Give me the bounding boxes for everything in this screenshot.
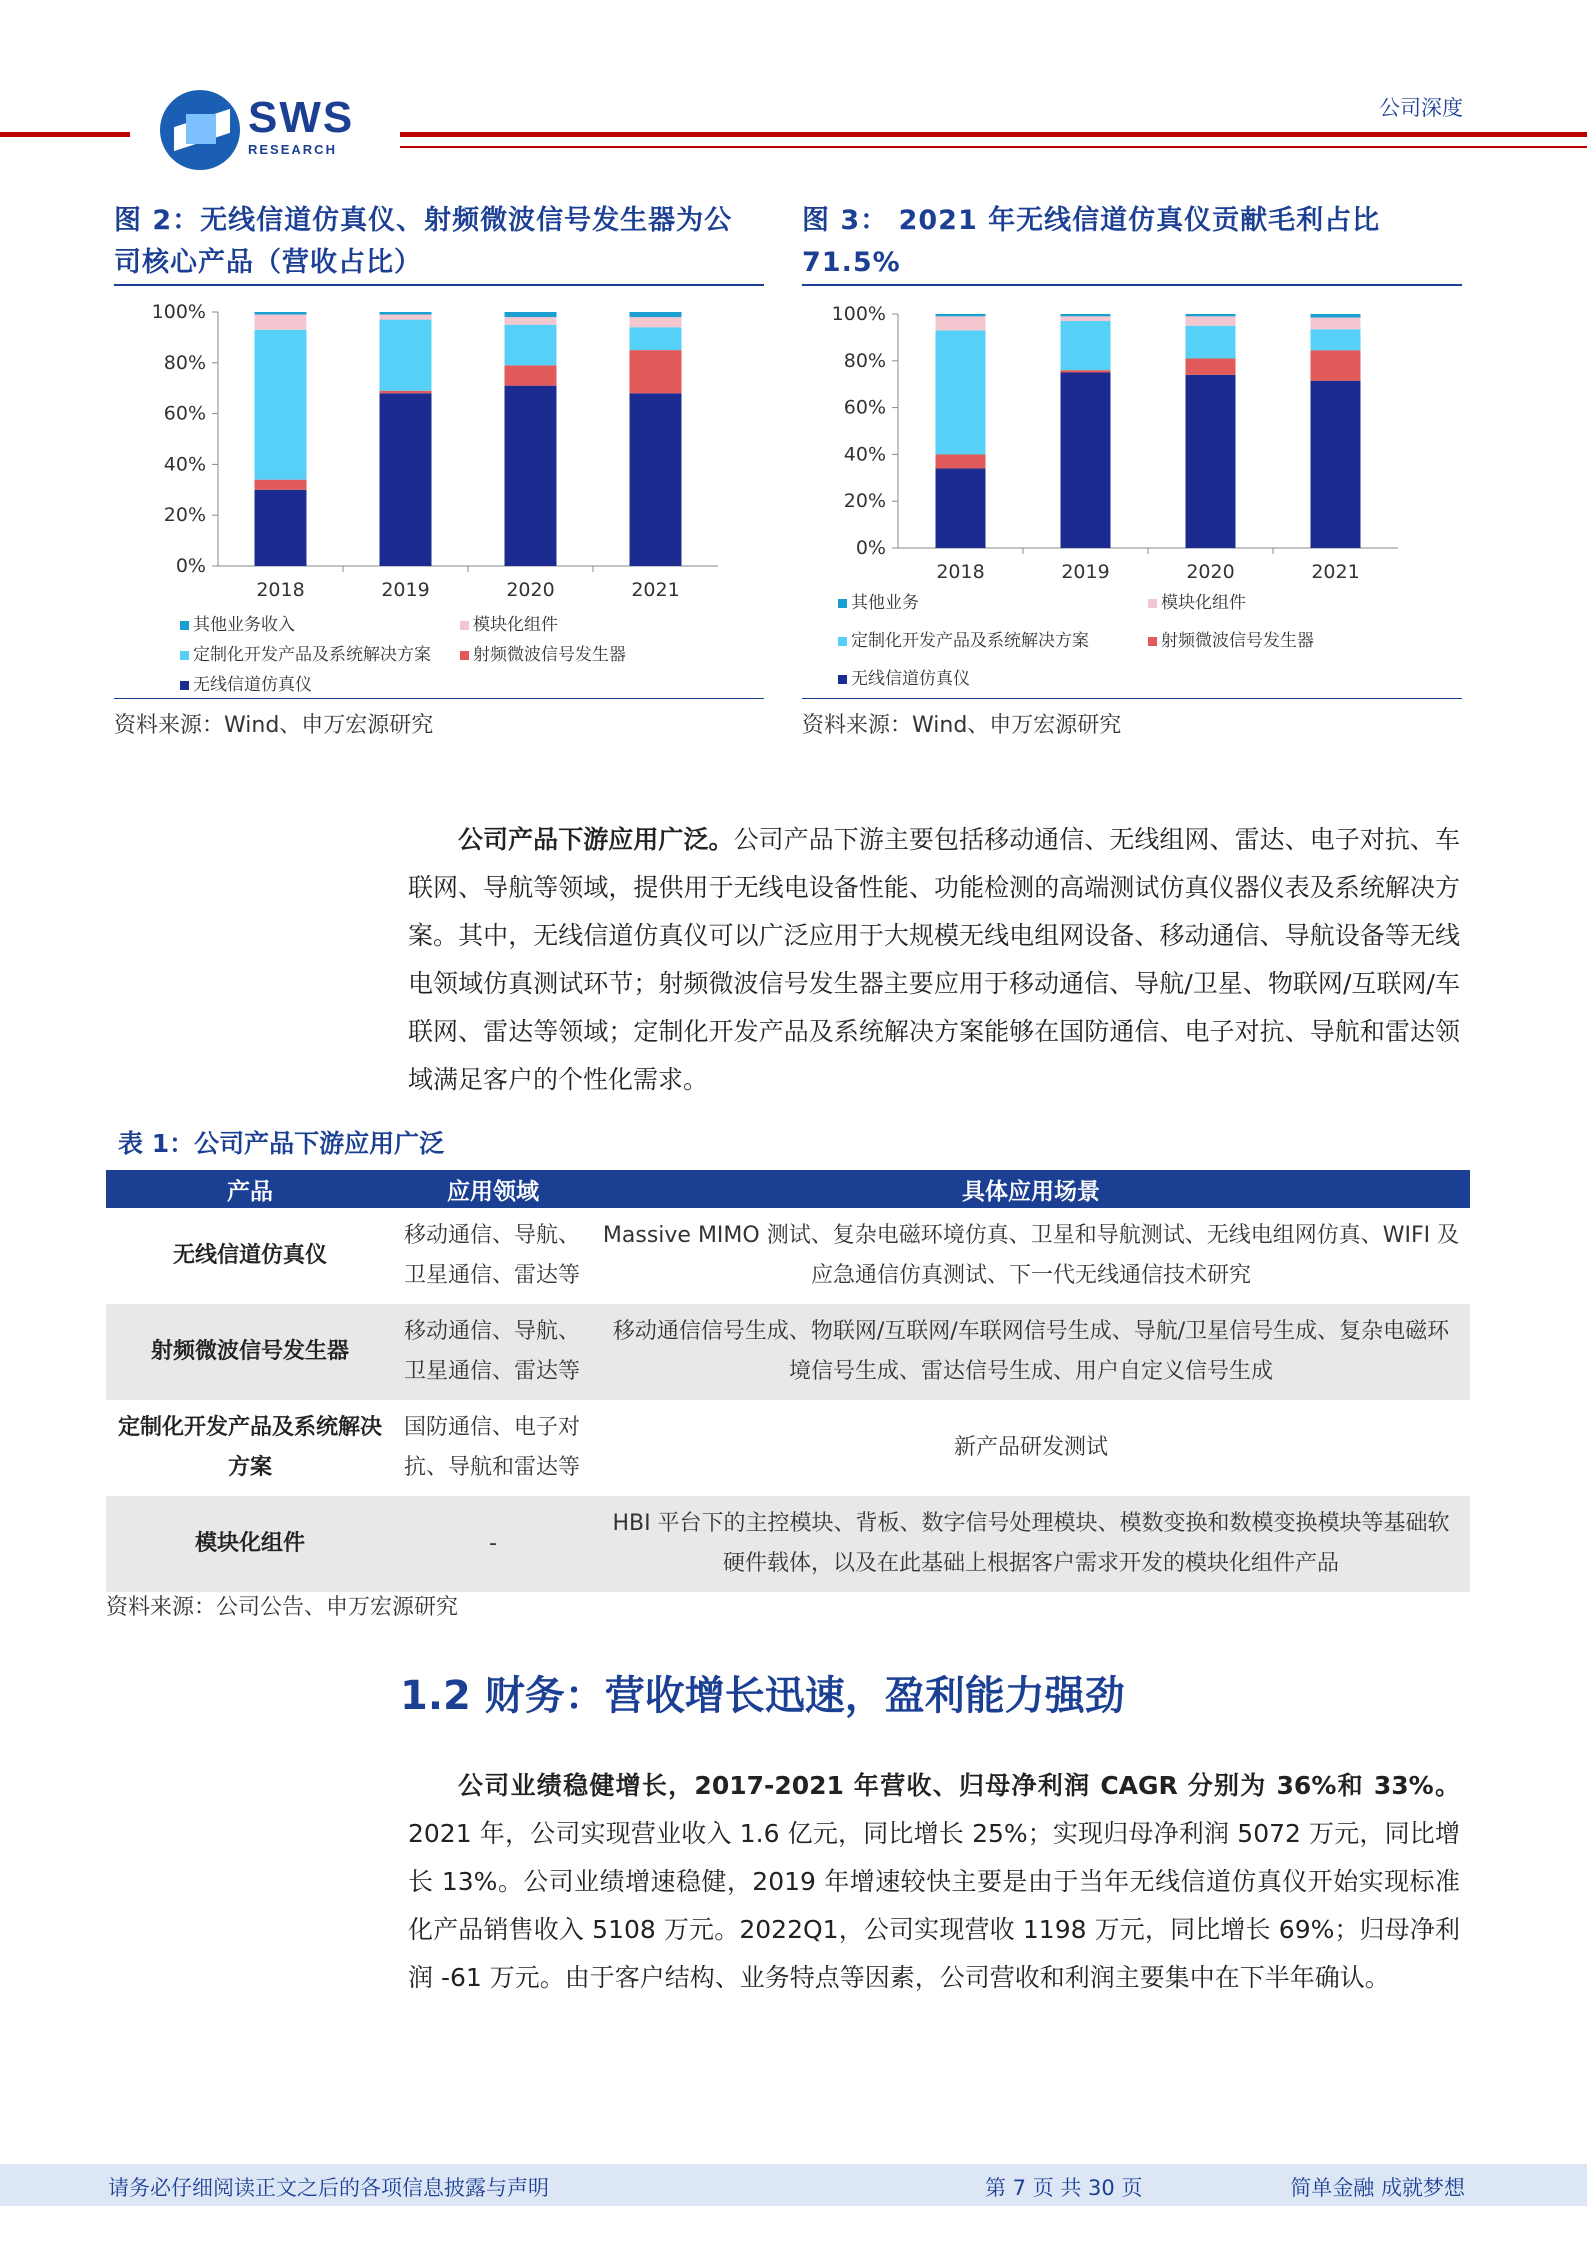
table-cell-scenario: Massive MIMO 测试、复杂电磁环境仿真、卫星和导航测试、无线电组网仿真、WIFI 及应急通信仿真测试、下一代无线通信技术研究 <box>602 1223 1460 1288</box>
legend-swatch <box>460 651 469 660</box>
table-row <box>106 1304 1470 1400</box>
legend-label: 无线信道仿真仪 <box>193 675 312 695</box>
bar-segment <box>1311 318 1361 330</box>
section-label: 公司深度 <box>1379 96 1463 120</box>
table1-title: 表 1：公司产品下游应用广泛 <box>118 1129 445 1158</box>
header-rule-right <box>400 132 1587 137</box>
legend-label: 无线信道仿真仪 <box>851 669 970 689</box>
bar-segment <box>505 386 557 566</box>
bar-segment <box>1061 373 1111 549</box>
y-tick-label: 40% <box>163 453 206 476</box>
bar-segment <box>380 391 432 394</box>
bar-segment <box>936 314 986 316</box>
legend-label: 射频微波信号发生器 <box>1161 631 1314 651</box>
bar-segment <box>630 350 682 393</box>
col-header-scenario: 具体应用场景 <box>592 1170 1470 1208</box>
table-cell-field: 国防通信、电子对抗、导航和雷达等 <box>404 1415 581 1480</box>
x-tick-label: 2018 <box>256 579 305 601</box>
legend-item <box>180 670 312 695</box>
col-header-product: 产品 <box>106 1170 394 1208</box>
y-tick-label: 60% <box>163 402 206 425</box>
bar-segment <box>255 330 307 480</box>
table-cell-product: 定制化开发产品及系统解决方案 <box>117 1415 382 1480</box>
figure2-source: 资料来源：Wind、申万宏源研究 <box>114 713 434 738</box>
figure3-title <box>802 200 1462 284</box>
x-tick-label: 2019 <box>381 579 430 601</box>
bar-segment <box>1311 350 1361 380</box>
footer-disclaimer: 请务必仔细阅读正文之后的各项信息披露与声明 <box>108 2176 549 2200</box>
bar-segment <box>630 327 682 350</box>
figure2-bottom-rule <box>114 698 764 699</box>
legend-swatch <box>838 637 847 646</box>
legend-label: 其他业务收入 <box>193 615 295 635</box>
table-cell-product: 模块化组件 <box>106 1496 394 1592</box>
paragraph-downstream-lead: 公司产品下游应用广泛。 <box>458 825 734 854</box>
section-heading: 1.2 财务：营收增长迅速，盈利能力强劲 <box>400 1673 1125 1719</box>
figure2-title-line2: 司核心产品（营收占比） <box>114 247 422 278</box>
figure3-source: 资料来源：Wind、申万宏源研究 <box>802 713 1122 738</box>
paragraph-financials-lead: 公司业绩稳健增长，2017-2021 年营收、归母净利润 CAGR 分别为 36%和 33%。 <box>458 1771 1460 1800</box>
bar-segment <box>505 317 557 325</box>
legend-label: 定制化开发产品及系统解决方案 <box>851 631 1089 651</box>
bar-segment <box>1311 329 1361 350</box>
bar-segment <box>1311 381 1361 548</box>
x-tick-label: 2018 <box>936 561 985 583</box>
legend-label: 定制化开发产品及系统解决方案 <box>193 645 431 665</box>
bar-segment <box>630 317 682 327</box>
bar-segment <box>255 480 307 490</box>
legend-swatch <box>180 651 189 660</box>
table-cell-scenario: 新产品研发测试 <box>953 1435 1108 1460</box>
table-cell-field: 移动通信、导航、卫星通信、雷达等 <box>404 1223 581 1288</box>
legend-label: 射频微波信号发生器 <box>473 645 626 665</box>
y-tick-label: 40% <box>843 443 886 466</box>
table1 <box>106 1170 1470 1592</box>
col-header-field: 应用领域 <box>394 1170 592 1208</box>
legend-label: 其他业务 <box>851 593 919 613</box>
legend-item <box>1148 626 1314 651</box>
y-tick-label: 0% <box>855 537 886 559</box>
legend-label: 模块化组件 <box>473 615 558 635</box>
table-cell-scenario: HBI 平台下的主控模块、背板、数字信号处理模块、模数变换和数模变换模块等基础软硬件载体，以及在此基础上根据客户需求开发的模块化组件产品 <box>592 1496 1470 1592</box>
legend-label: 模块化组件 <box>1161 593 1246 613</box>
bar-segment <box>630 312 682 317</box>
bar-segment <box>1311 314 1361 318</box>
paragraph-financials-text: 2021 年，公司实现营业收入 1.6 亿元，同比增长 25%；实现归母净利润 5072 万元，同比增长 13%。公司业绩增速稳健，2019 年增速较快主要是由于当年无线信道仿真仪开始实现标准化产品销售收入 5108 万元。2022Q1，公司实现营收 1198 万元，同比增长 69%；归母净利润 -61 万元。由于客户结构、业务特点等因素，公司营收和利润主要集中在下半年确认。 <box>408 1819 1460 1992</box>
footer-slogan: 简单金融 成就梦想 <box>1290 2176 1465 2200</box>
paragraph-downstream-text: 公司产品下游主要包括移动通信、无线组网、雷达、电子对抗、车联网、导航等领域，提供用于无线电设备性能、功能检测的高端测试仿真仪器仪表及系统解决方案。其中，无线信道仿真仪可以广泛应用于大规模无线电组网设备、移动通信、导航设备等无线电领域仿真测试环节；射频微波信号发生器主要应用于移动通信、导航/卫星、物联网/互联网/车联网、雷达等领域；定制化开发产品及系统解决方案能够在国防通信、电子对抗、导航和雷达领域满足客户的个性化需求。 <box>408 825 1460 1094</box>
legend-swatch <box>180 621 189 630</box>
y-tick-label: 20% <box>843 490 886 513</box>
bar-segment <box>936 468 986 548</box>
table-header-row <box>106 1170 1470 1208</box>
bar-segment <box>1186 358 1236 374</box>
x-tick-label: 2021 <box>1311 561 1360 583</box>
bar-segment <box>380 393 432 566</box>
table-cell-field: - <box>394 1496 592 1592</box>
bar-segment <box>1061 370 1111 372</box>
figure3-chart <box>802 292 1462 582</box>
legend-swatch <box>1148 599 1157 608</box>
bar-segment <box>1186 316 1236 325</box>
table1-source: 资料来源：公司公告、申万宏源研究 <box>106 1595 459 1620</box>
figure3-legend <box>838 588 1398 688</box>
bar-segment <box>1061 321 1111 370</box>
bar-segment <box>936 330 986 454</box>
legend-swatch <box>460 621 469 630</box>
y-tick-label: 0% <box>175 555 206 577</box>
figure2-chart <box>114 292 764 601</box>
legend-item <box>460 640 626 665</box>
x-tick-label: 2020 <box>1186 561 1235 583</box>
table-cell-product: 射频微波信号发生器 <box>106 1304 394 1400</box>
figure2-rule <box>114 284 764 286</box>
legend-swatch <box>838 599 847 608</box>
header-thin-rule <box>400 146 1587 148</box>
footer-page-number: 第 7 页 共 30 页 <box>985 2176 1143 2200</box>
legend-swatch <box>838 675 847 684</box>
brand-logo-text: SWS <box>248 93 355 142</box>
sws-logo-icon <box>160 90 240 170</box>
bar-segment <box>380 315 432 320</box>
figure3-rule <box>802 284 1462 286</box>
legend-swatch <box>1148 637 1157 646</box>
x-tick-label: 2021 <box>631 579 680 601</box>
table-row <box>106 1400 1470 1496</box>
legend-item <box>180 640 431 665</box>
paragraph-downstream <box>408 816 1460 1104</box>
paragraph-financials <box>408 1762 1460 2002</box>
table-cell-field: 移动通信、导航、卫星通信、雷达等 <box>394 1304 592 1400</box>
figure2-title-line1: 图 2：无线信道仿真仪、射频微波信号发生器为公 <box>114 205 733 236</box>
figure3-title-line2: 71.5% <box>802 247 901 278</box>
bar-segment <box>1186 314 1236 316</box>
bar-segment <box>380 312 432 315</box>
y-tick-label: 80% <box>163 351 206 374</box>
bar-segment <box>1061 316 1111 321</box>
figure2-legend <box>180 610 740 696</box>
table-row <box>106 1496 1470 1592</box>
bar-segment <box>630 393 682 566</box>
legend-swatch <box>180 681 189 690</box>
table-cell-product: 无线信道仿真仪 <box>172 1243 327 1268</box>
y-tick-label: 100% <box>831 303 886 325</box>
table-row <box>106 1208 1470 1304</box>
x-tick-label: 2019 <box>1061 561 1110 583</box>
bar-segment <box>505 325 557 366</box>
bar-segment <box>505 365 557 385</box>
legend-item <box>838 626 1089 651</box>
bar-segment <box>505 312 557 317</box>
brand-logo-subtext: RESEARCH <box>248 142 337 157</box>
bar-segment <box>255 312 307 315</box>
y-tick-label: 60% <box>843 396 886 419</box>
bar-segment <box>380 320 432 391</box>
legend-item <box>1148 588 1246 613</box>
y-tick-label: 20% <box>163 504 206 527</box>
legend-item <box>180 610 295 635</box>
y-tick-label: 80% <box>843 349 886 372</box>
bar-segment <box>1186 375 1236 548</box>
legend-item <box>460 610 558 635</box>
figure3-bottom-rule <box>802 698 1462 699</box>
bar-segment <box>255 490 307 566</box>
figure2-chart-svg <box>114 292 764 614</box>
x-tick-label: 2020 <box>506 579 555 601</box>
bar-segment <box>1061 314 1111 316</box>
bar-segment <box>255 315 307 330</box>
legend-item <box>838 588 919 613</box>
figure3-chart-svg <box>802 292 1462 592</box>
header-rule-left <box>0 132 130 137</box>
table-cell-scenario: 移动通信信号生成、物联网/互联网/车联网信号生成、导航/卫星信号生成、复杂电磁环境信号生成、雷达信号生成、用户自定义信号生成 <box>592 1304 1470 1400</box>
y-tick-label: 100% <box>151 301 206 323</box>
legend-item <box>838 664 970 689</box>
figure3-title-line1: 图 3： 2021 年无线信道仿真仪贡献毛利占比 <box>802 205 1381 236</box>
bar-segment <box>936 316 986 330</box>
bar-segment <box>1186 326 1236 359</box>
figure2-title <box>114 200 764 284</box>
bar-segment <box>936 454 986 468</box>
